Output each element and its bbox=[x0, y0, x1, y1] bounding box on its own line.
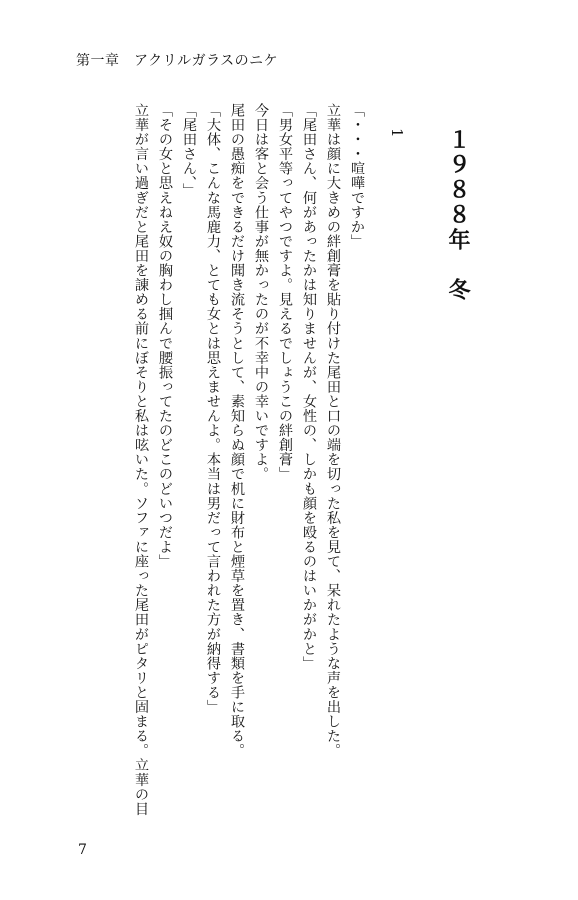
body-line: 「尾田さん、何があったかは知りませんが、女性の、しかも顔を殴るのはいかがかと」 bbox=[301, 103, 317, 671]
body-line: 「尾田さん、」 bbox=[181, 103, 197, 198]
body-line: 「男女平等ってやつですよ。見えるでしょうこの絆創膏」 bbox=[277, 103, 293, 482]
body-line: 尾田の愚痴をできるだけ聞き流そうとして、素知らぬ顔で机に財布と煙草を置き、書類を手に取る。 bbox=[229, 103, 245, 758]
body-line: 「大体、こんな馬鹿力、とても女とは思えませんよ。本当は男だって言われた方が納得する」 bbox=[205, 103, 221, 715]
body-line: 立華が言い過ぎだと尾田を諌める前にぼそりと私は呟いた。ソファに座った尾田がピタリと固まる。立華の目 bbox=[133, 103, 149, 816]
section-heading: １９８８年 冬 bbox=[445, 128, 470, 303]
body-line: 「その女と思えねえ奴の胸わし掴んで腰振ってたのどこのどいつだよ」 bbox=[157, 103, 173, 569]
body-line: 立華は顔に大きめの絆創膏を貼り付けた尾田と口の端を切った私を見て、呆れたような声を出した。 bbox=[325, 103, 341, 758]
page-number: 7 bbox=[78, 842, 87, 858]
running-header: 第一章 アクリルガラスのニケ bbox=[76, 53, 279, 69]
section-number: 1 bbox=[388, 128, 406, 138]
body-line: 「・・・喧嘩ですか」 bbox=[349, 103, 365, 249]
body-line: 今日は客と会う仕事が無かったのが不幸中の幸いですよ。 bbox=[253, 103, 269, 482]
